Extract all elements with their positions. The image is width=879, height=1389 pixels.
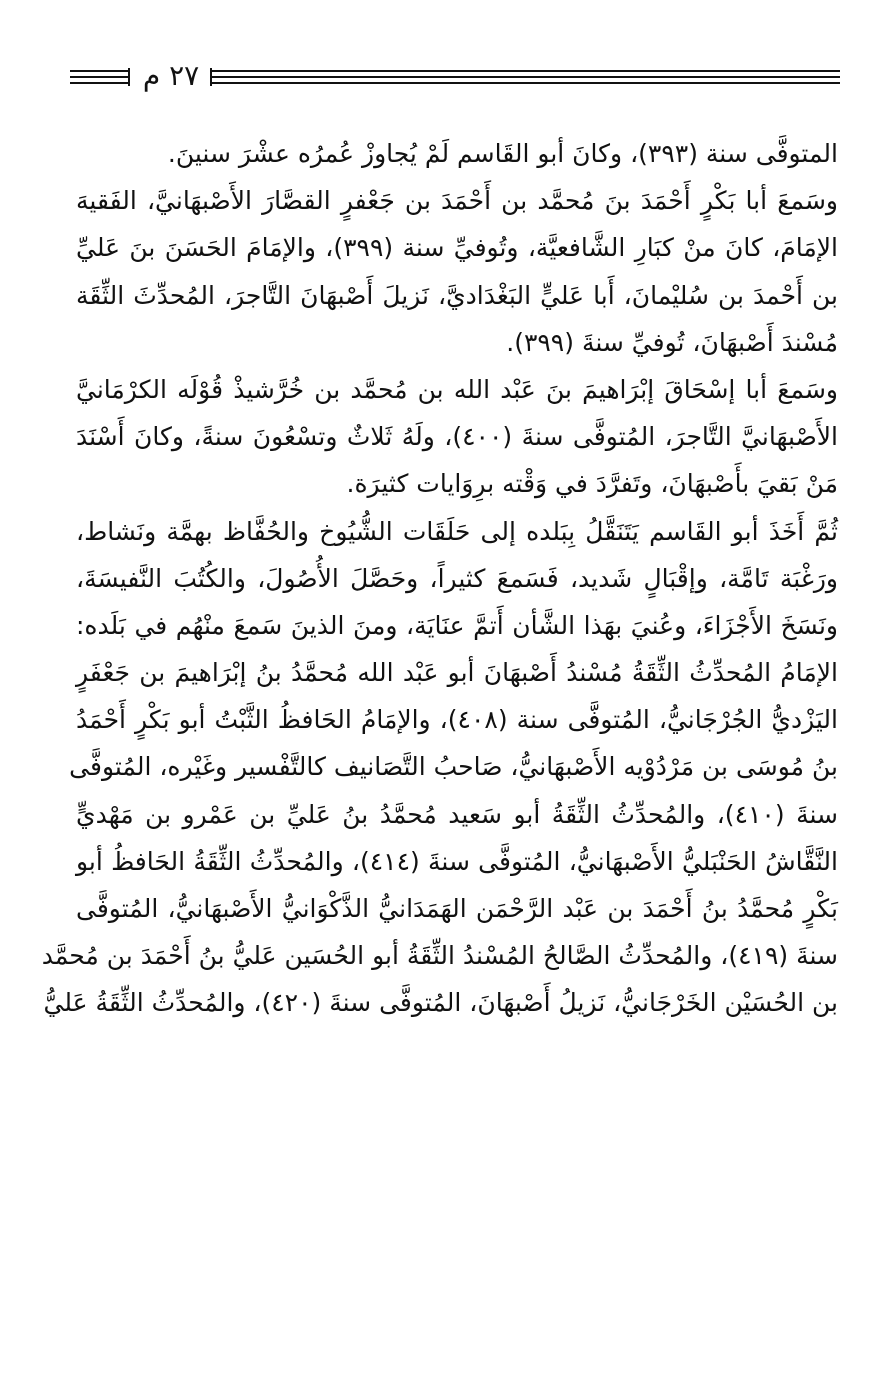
text-line: سنةَ (٤١٠)، والمُحدِّثُ الثِّقَةُ أبو سَعيد مُحمَّدُ بنُ عَليِّ بن عَمْرو بن مَهْديٍّ — [76, 799, 838, 829]
text-line: ونَسَخَ الأَجْزَاءَ، وعُنيَ بهَذا الشَّأن أَتمَّ عنَايَة، ومنَ الذينَ سَمعَ منْهُم في بَلَده: — [76, 610, 838, 640]
text-line: الأَصْبهَانيَّ التَّاجرَ، المُتوفَّى سنةَ (٤٠٠)، ولَهُ ثَلاثٌ وتسْعُونَ سنةً، وكانَ أَسْنَدَ — [76, 422, 838, 452]
text-line: ورَغْبَة تَامَّة، وإقْبَالٍ شَديد، فَسَمعَ كثيراً، وحَصَّلَ الأُصُولَ، والكُتُبَ النَّفيسَةَ، — [76, 563, 838, 593]
text-line: وسَمعَ أبا إسْحَاقَ إبْرَاهيمَ بنَ عَبْد الله بن مُحمَّد بن خُرَّشيذْ قُوْلَه الكرْمَانيَّ — [76, 374, 838, 404]
text-line: بن أَحْمدَ بن سُليْمانَ، أَبا عَليٍّ البَغْدَاديَّ، نَزيلَ أَصْبهَانَ التَّاجرَ، المُحدِّثَ الثِّقَة — [76, 280, 838, 310]
text-line: سنةَ (٤١٩)، والمُحدِّثُ الصَّالحُ المُسْندُ الثِّقَةُ أبو الحُسَين عَليُّ بنُ أَحْمَدَ بن مُحمَّد — [41, 941, 838, 971]
text-line: النَّقَّاشُ الحَنْبَليُّ الأَصْبهَانيُّ، المُتوفَّى سنةَ (٤١٤)، والمُحدِّثُ الثِّقَةُ الحَافظُ أبو — [76, 846, 838, 876]
text-line: وسَمعَ أبا بَكْرٍ أَحْمَدَ بنَ مُحمَّد بن أَحْمَدَ بن جَعْفرٍ القصَّارَ الأَصْبهَانيَّ، الفَقيهَ — [76, 186, 838, 216]
text-line: المتوفَّى سنة (٣٩٣)، وكانَ أبو القَاسم لَمْ يُجاوزْ عُمرُه عشْرَ سنينَ. — [167, 139, 838, 168]
text-line: الإمَامُ المُحدِّثُ الثِّقَةُ مُسْندُ أَصْبهَانَ أبو عَبْد الله مُحمَّدُ بنُ إبْرَاهيمَ بن جَعْفَرٍ — [76, 658, 838, 688]
text-line: الإمَامَ، كانَ منْ كبَارِ الشَّافعيَّة، وتُوفيِّ سنة (٣٩٩)، والإمَامَ الحَسَنَ بنَ عَليِّ — [76, 233, 838, 263]
body-text — [41, 130, 838, 1027]
text-line: مُسْندَ أَصْبهَانَ، تُوفيِّ سنةَ (٣٩٩). — [506, 327, 838, 357]
text-line: بن الحُسَيْن الخَرْجَانيُّ، نَزيلُ أَصْبهَانَ، المُتوفَّى سنةَ (٤٢٠)، والمُحدِّثُ الثِّقَةُ عَليُّ — [43, 988, 838, 1018]
page-number: ٢٧ م — [142, 59, 200, 92]
text-line: ثُمَّ أَخَذَ أبو القَاسم يَتَنَقَّلُ بِبَلده إلى حَلَقَات الشُّيُوخ والحُفَّاظ بهمَّة ونَشاط، — [76, 516, 838, 546]
text-line: بنُ مُوسَى بن مَرْدُوْيه الأَصْبهَانيُّ، صَاحبُ التَّصَانيف كالتَّفْسير وغَيْره، المُتوفَّى — [69, 752, 838, 782]
page-header — [70, 60, 840, 96]
header-rule-left — [70, 70, 130, 84]
text-line: بَكْرٍ مُحمَّدُ بنُ أَحْمَدَ بن عَبْد الرَّحْمَن الهَمَدَانيُّ الذَّكْوَانيُّ الأَصْبهَانيُّ، المُتوفَّى — [76, 894, 838, 923]
text-line: مَنْ بَقيَ بأَصْبهَانَ، وتَفرَّدَ في وَقْته برِوَايات كثيرَة. — [346, 469, 838, 499]
text-line: اليَزْديُّ الجُرْجَانيُّ، المُتوفَّى سنة (٤٠٨)، والإمَامُ الحَافظُ الثَّبْتُ أبو بَكْرٍ أَحْمَدُ — [76, 705, 838, 735]
header-rule-right — [210, 70, 840, 84]
